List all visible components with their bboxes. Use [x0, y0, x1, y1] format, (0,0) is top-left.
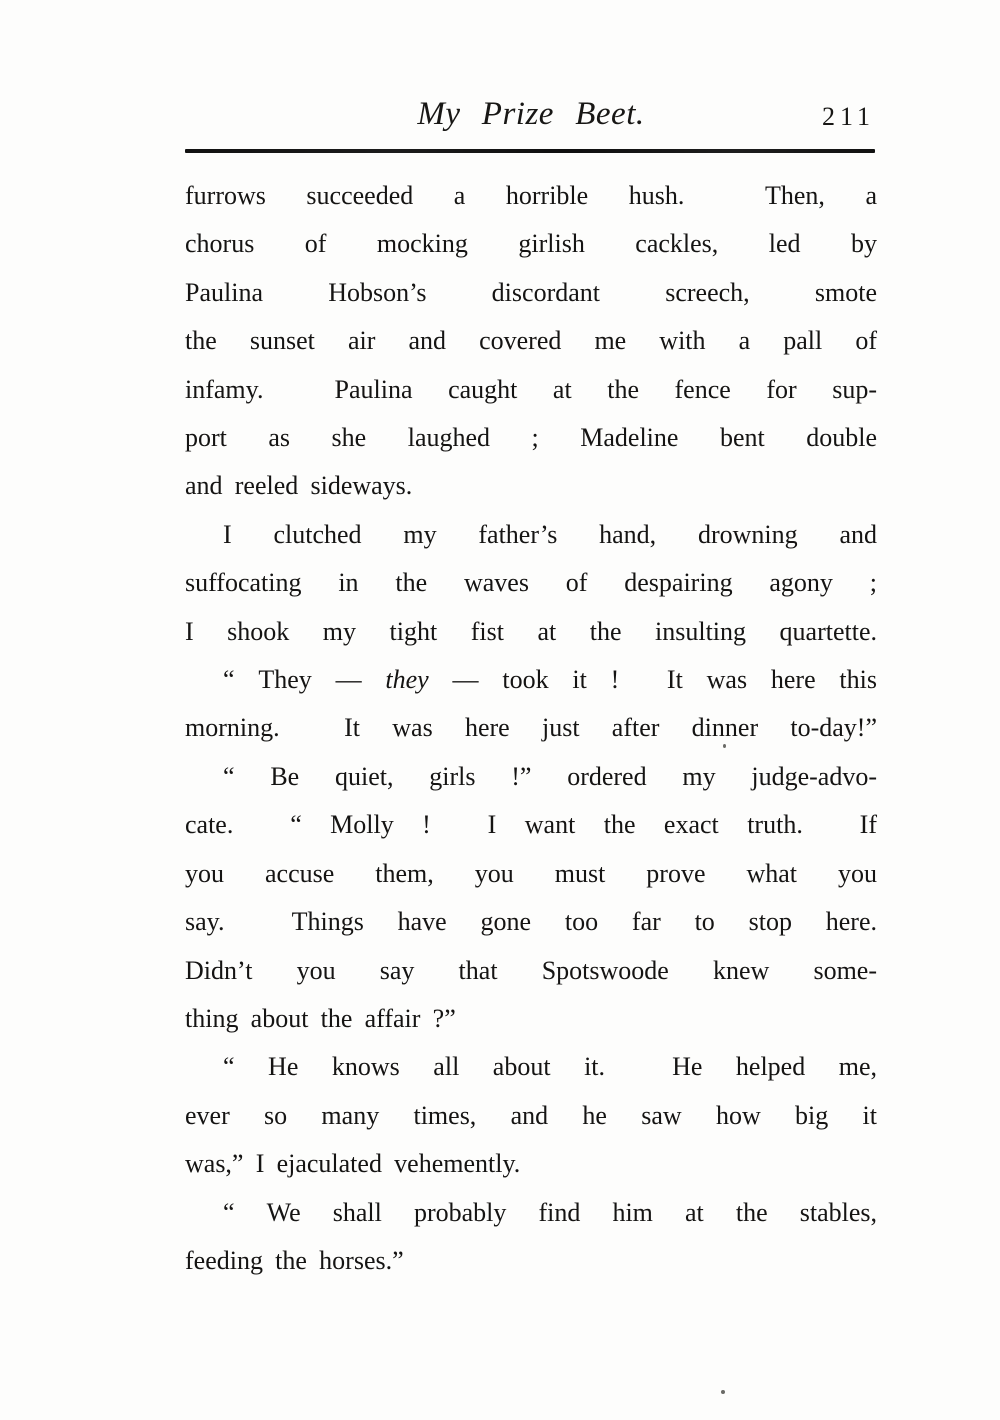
- text-segment: ever so many times, and he saw how big it: [185, 1100, 877, 1130]
- text-segment: I shook my tight fist at the insulting quartette.: [185, 616, 877, 646]
- text-segment: feeding the horses.”: [185, 1245, 404, 1275]
- text-segment: cate. “ Molly ! I want the exact truth. If: [185, 810, 877, 840]
- text-segment: — took it ! It was here this: [428, 665, 877, 695]
- running-header: [185, 96, 877, 140]
- text-segment: “ Be quiet, girls !” ordered my judge-advo-: [223, 761, 877, 791]
- text-segment: Didn’t you say that Spotswoode knew some-: [185, 955, 877, 985]
- text-line: [185, 656, 877, 704]
- paragraph: [185, 753, 877, 1043]
- text-segment: I clutched my father’s hand, drowning and: [223, 519, 877, 549]
- text-segment: thing about the affair ?”: [185, 1003, 456, 1033]
- text-line: [185, 753, 877, 801]
- text-line: [185, 898, 877, 946]
- text-line: [185, 559, 877, 607]
- scan-speck: [721, 1390, 725, 1394]
- text-line: [185, 1237, 877, 1285]
- paragraph: [185, 511, 877, 656]
- text-segment: the sunset air and covered me with a pall of: [185, 326, 877, 356]
- text-line: [185, 995, 877, 1043]
- text-line: [185, 947, 877, 995]
- text-line: [185, 317, 877, 365]
- text-line: [185, 1189, 877, 1237]
- text-segment: you accuse them, you must prove what you: [185, 858, 877, 888]
- text-segment: Paulina Hobson’s discordant screech, smote: [185, 277, 877, 307]
- text-line: [185, 608, 877, 656]
- scan-speck: [723, 744, 726, 748]
- italic-text: they: [385, 665, 429, 695]
- header-rule: [185, 149, 875, 153]
- text-line: [185, 1140, 877, 1188]
- text-line: [185, 850, 877, 898]
- text-line: [185, 366, 877, 414]
- text-line: [185, 462, 877, 510]
- page-number: 211: [821, 102, 875, 131]
- paragraph: [185, 656, 877, 753]
- text-segment: was,” I ejaculated vehemently.: [185, 1149, 521, 1179]
- text-segment: “ We shall probably find him at the stables,: [223, 1197, 877, 1227]
- paragraph: [185, 172, 877, 511]
- text-line: [185, 172, 877, 220]
- text-segment: infamy. Paulina caught at the fence for sup-: [185, 374, 877, 404]
- text-segment: morning. It was here just after dinner to-day!”: [185, 713, 877, 743]
- text-line: [185, 511, 877, 559]
- text-segment: chorus of mocking girlish cackles, led by: [185, 229, 877, 259]
- text-line: [185, 1092, 877, 1140]
- text-segment: and reeled sideways.: [185, 471, 413, 501]
- text-line: [185, 1043, 877, 1091]
- page-body: [185, 172, 877, 1285]
- text-segment: say. Things have gone too far to stop here.: [185, 907, 877, 937]
- text-segment: port as she laughed ; Madeline bent double: [185, 423, 877, 453]
- text-segment: “ They —: [223, 665, 386, 695]
- text-segment: “ He knows all about it. He helped me,: [223, 1052, 877, 1082]
- text-line: [185, 801, 877, 849]
- text-line: [185, 414, 877, 462]
- paragraph: [185, 1043, 877, 1188]
- text-segment: furrows succeeded a horrible hush. Then, a: [185, 181, 877, 210]
- text-line: [185, 269, 877, 317]
- paragraph: [185, 1189, 877, 1286]
- text-line: [185, 220, 877, 268]
- text-segment: suffocating in the waves of despairing agony ;: [185, 568, 877, 598]
- text-line: [185, 704, 877, 752]
- page-title: My Prize Beet.: [417, 96, 645, 132]
